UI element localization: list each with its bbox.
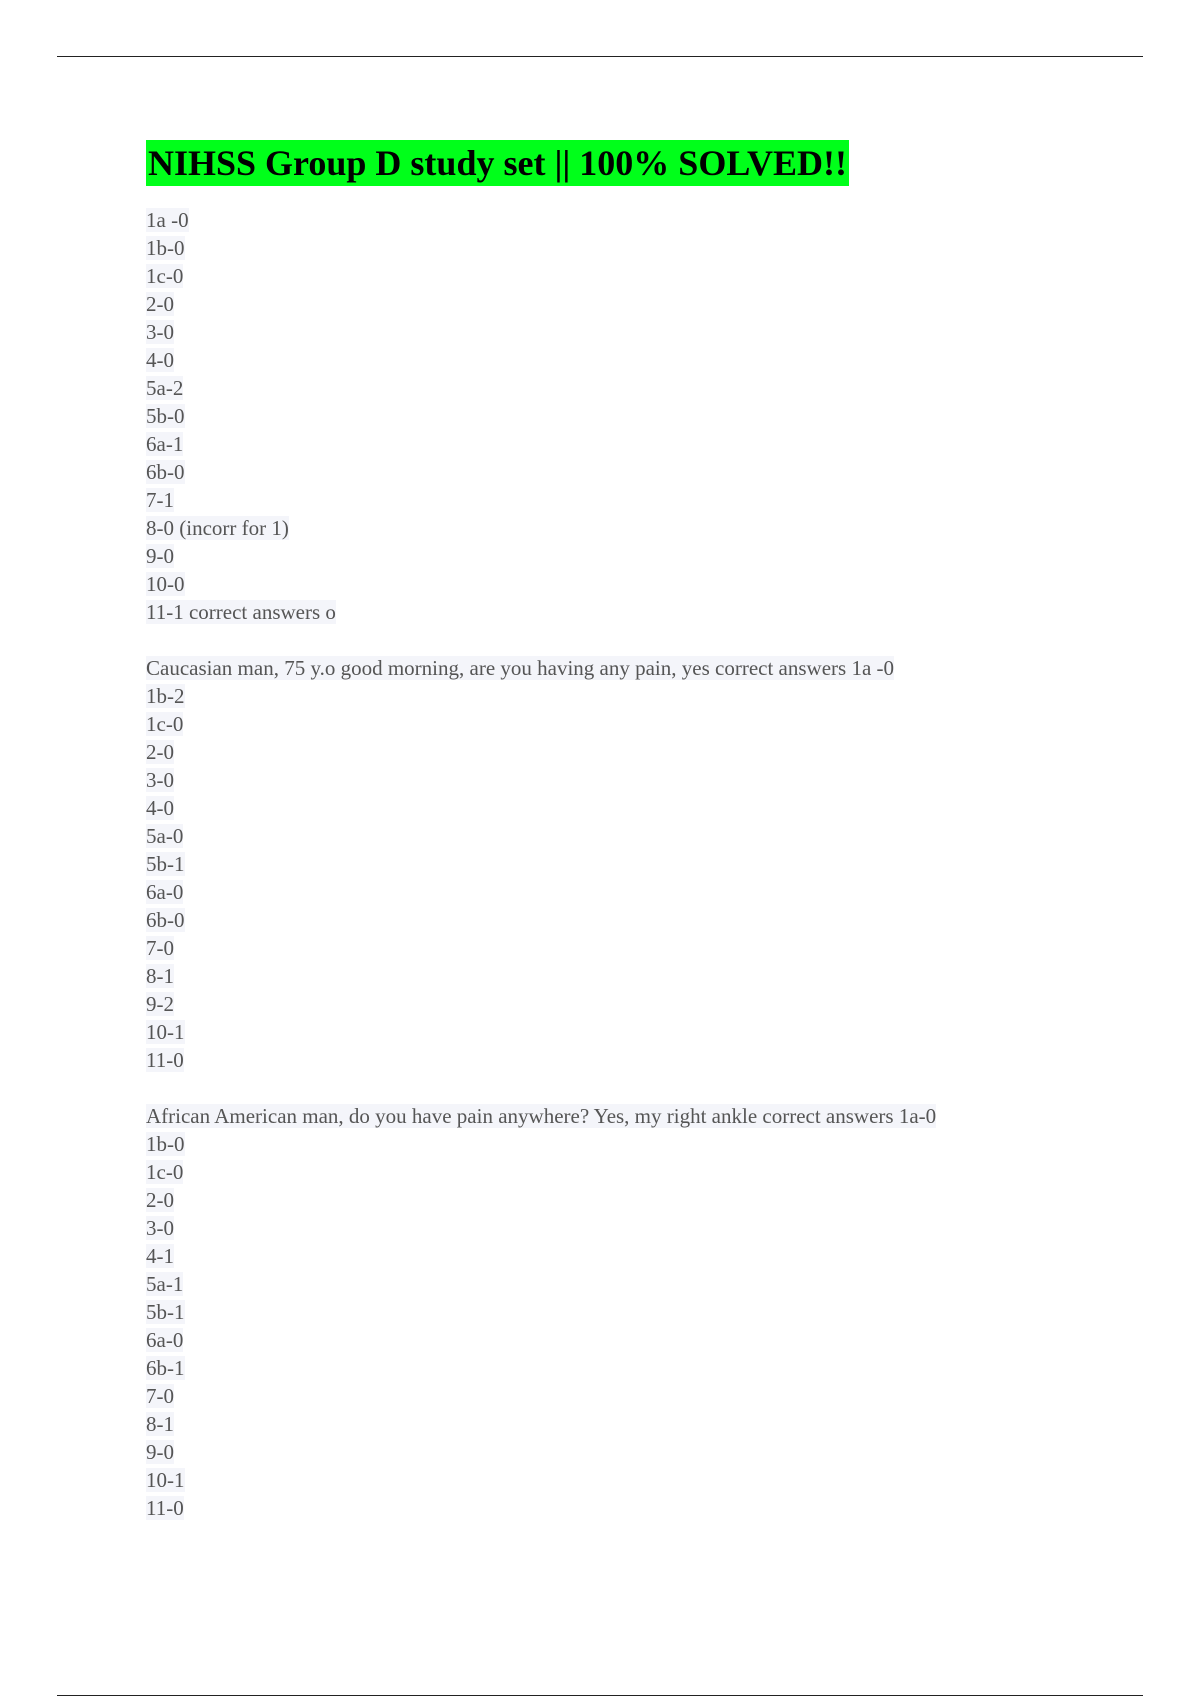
answer-line: 5b-0 bbox=[146, 404, 185, 428]
answer-block-1 bbox=[146, 206, 1086, 626]
answer-line: 10-1 bbox=[146, 1020, 185, 1044]
answer-line: 7-0 bbox=[146, 936, 174, 960]
answer-line: 7-1 bbox=[146, 488, 174, 512]
answer-line: 1b-0 bbox=[146, 1132, 185, 1156]
answer-line: 6a-1 bbox=[146, 432, 184, 456]
answer-line: 7-0 bbox=[146, 1384, 174, 1408]
answer-block-3 bbox=[146, 1102, 1086, 1522]
answer-line: 1b-0 bbox=[146, 236, 185, 260]
answer-line: 9-0 bbox=[146, 1440, 174, 1464]
answer-line: 3-0 bbox=[146, 768, 174, 792]
answer-line: 9-0 bbox=[146, 544, 174, 568]
answer-line: 3-0 bbox=[146, 1216, 174, 1240]
answer-line: 5a-0 bbox=[146, 824, 184, 848]
answer-line: 8-1 bbox=[146, 1412, 174, 1436]
answer-line: 10-0 bbox=[146, 572, 185, 596]
answer-block-2 bbox=[146, 654, 1086, 1074]
answer-line: 3-0 bbox=[146, 320, 174, 344]
answer-line: 6a-0 bbox=[146, 1328, 184, 1352]
answer-line: 1c-0 bbox=[146, 712, 184, 736]
document-title: NIHSS Group D study set || 100% SOLVED!! bbox=[146, 140, 849, 186]
answer-line: 9-2 bbox=[146, 992, 174, 1016]
answer-line: 6b-1 bbox=[146, 1356, 185, 1380]
answer-line: 6a-0 bbox=[146, 880, 184, 904]
answer-line: 5b-1 bbox=[146, 852, 185, 876]
answer-line: 6b-0 bbox=[146, 460, 185, 484]
answer-line: 1c-0 bbox=[146, 264, 184, 288]
answer-line: 11-0 bbox=[146, 1048, 184, 1072]
answer-line: 10-1 bbox=[146, 1468, 185, 1492]
document-body bbox=[146, 140, 1086, 1522]
header-rule bbox=[57, 56, 1143, 57]
answer-line: 1c-0 bbox=[146, 1160, 184, 1184]
answer-line: 4-1 bbox=[146, 1244, 174, 1268]
answer-line: 1a -0 bbox=[146, 208, 189, 232]
answer-line: 5b-1 bbox=[146, 1300, 185, 1324]
answer-line: 8-0 (incorr for 1) bbox=[146, 516, 289, 540]
question-text: African American man, do you have pain anywhere? Yes, my right ankle correct answers 1a-0 bbox=[146, 1104, 937, 1128]
answer-line: 5a-2 bbox=[146, 376, 184, 400]
answer-line: 11-1 correct answers o bbox=[146, 600, 336, 624]
answer-line: 6b-0 bbox=[146, 908, 185, 932]
answer-line: 1b-2 bbox=[146, 684, 185, 708]
answer-line: 2-0 bbox=[146, 292, 174, 316]
answer-line: 4-0 bbox=[146, 348, 174, 372]
answer-line: 4-0 bbox=[146, 796, 174, 820]
footer-rule bbox=[57, 1695, 1143, 1696]
answer-line: 2-0 bbox=[146, 740, 174, 764]
answer-line: 8-1 bbox=[146, 964, 174, 988]
answer-line: 2-0 bbox=[146, 1188, 174, 1212]
question-text: Caucasian man, 75 y.o good morning, are you having any pain, yes correct answers 1a -0 bbox=[146, 656, 895, 680]
answer-line: 5a-1 bbox=[146, 1272, 184, 1296]
answer-line: 11-0 bbox=[146, 1496, 184, 1520]
